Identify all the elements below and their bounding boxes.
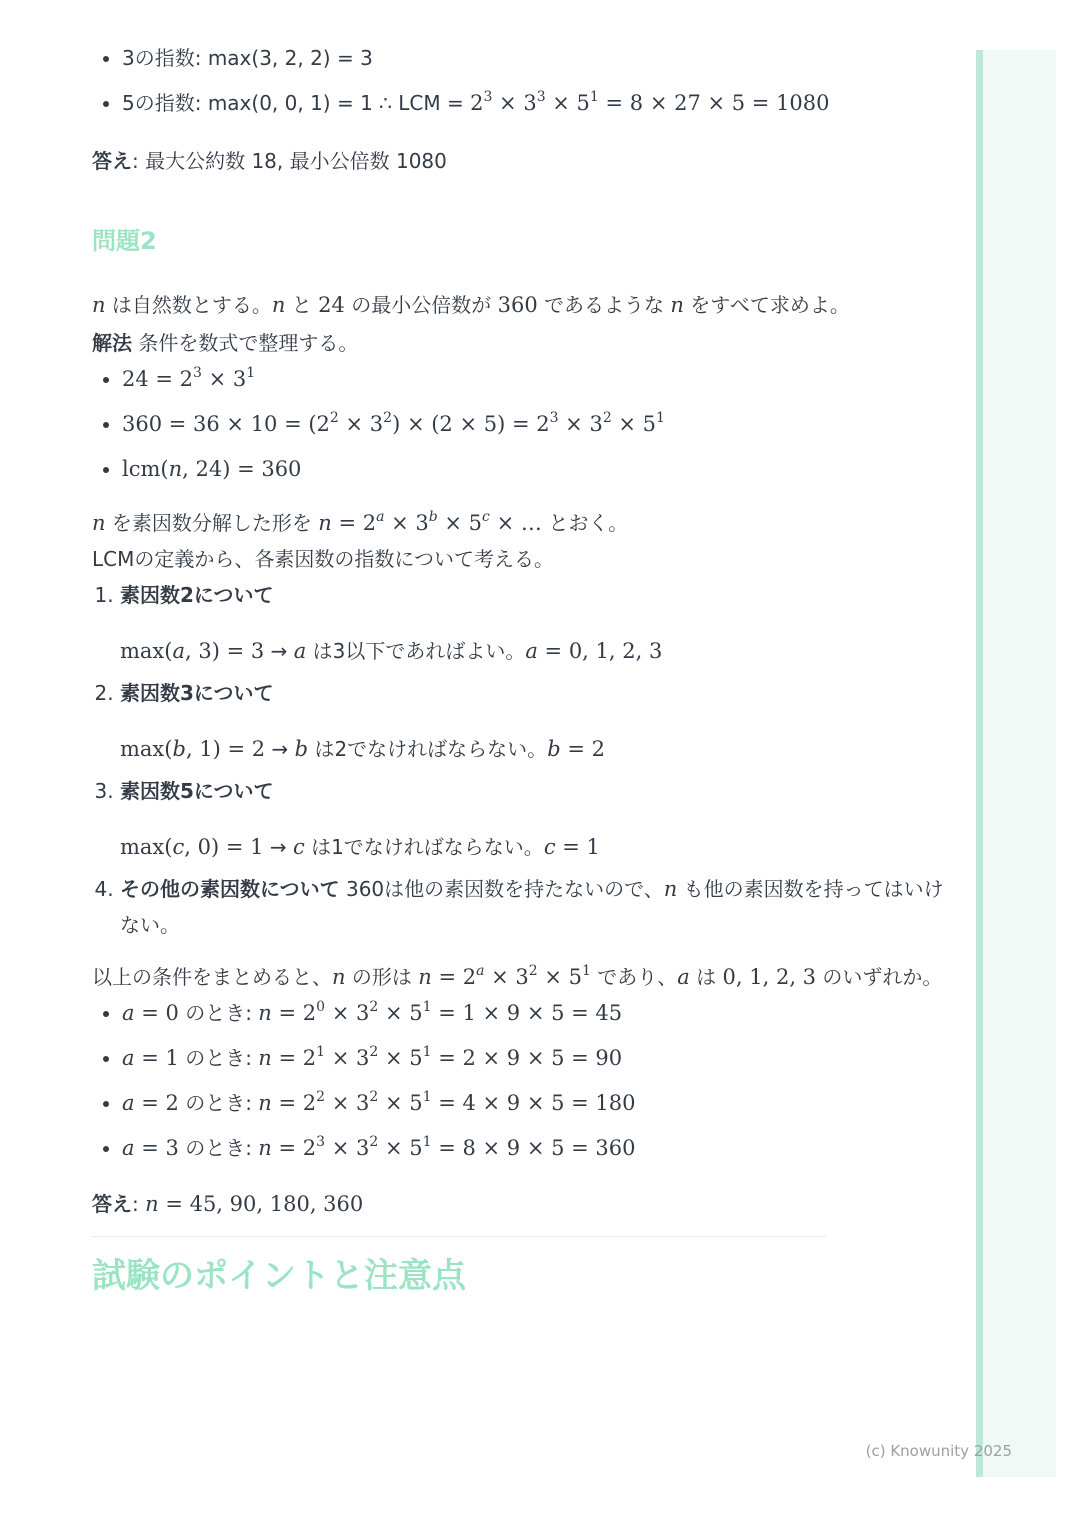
answer-line-problem1: 答え: 最大公約数 18, 最小公倍数 1080	[92, 149, 447, 173]
step-detail: max(c, 0) = 1 → c は1でなければならない。c = 1	[120, 835, 600, 859]
list-item: • $24 = 2^3 \times 3^1$	[122, 361, 952, 397]
list-item: • 3の指数: max(3, 2, 2) = 3	[122, 40, 952, 76]
content-column	[92, 0, 952, 1299]
section-divider	[92, 1236, 826, 1237]
footer-copyright: (c) Knowunity 2025	[865, 1442, 1012, 1460]
exam-points-heading: 試験のポイントと注意点	[92, 1256, 466, 1296]
step-title: 素因数5について	[120, 779, 274, 803]
given-facts-list	[92, 361, 952, 487]
list-item: • $360 = 36 \times 10 = (2^2 \times 3^2) \times (2 \times 5) = 2^3 \times 3^2 \times 5^1$	[122, 406, 952, 442]
step-item	[120, 577, 952, 669]
list-item: • a = 3 のとき: $n = 2^3 \times 3^2 \times 5^1 = 8 \times 9 \times 5 = 360$	[122, 1130, 952, 1166]
step-title: 素因数3について	[120, 681, 274, 705]
list-item: • a = 0 のとき: $n = 2^0 \times 3^2 \times 5^1 = 1 \times 9 \times 5 = 45$	[122, 995, 952, 1031]
lcm-exponent-list	[92, 40, 952, 121]
step-item	[120, 871, 952, 943]
right-accent-tint	[983, 50, 1056, 1477]
prime-steps-list	[92, 577, 952, 943]
case-list	[92, 995, 952, 1166]
step-detail: max(a, 3) = 3 → a は3以下であればよい。a = 0, 1, 2, 3	[120, 639, 663, 663]
problem-2-heading: 問題2	[92, 227, 157, 255]
step-detail: max(b, 1) = 2 → b は2でなければならない。b = 2	[120, 737, 605, 761]
solution-intro: 解法 条件を数式で整理する。	[92, 331, 359, 355]
list-item: • 5の指数: max(0, 0, 1) = 1 ∴ LCM = $2^3 \times 3^3 \times 5^1 = 8 \times 27 \times 5 = 1080$	[122, 85, 952, 121]
list-item: • a = 2 のとき: $n = 2^2 \times 3^2 \times 5^1 = 4 \times 9 \times 5 = 180$	[122, 1085, 952, 1121]
step-title: 素因数2について	[120, 583, 274, 607]
list-item: • a = 1 のとき: $n = 2^1 \times 3^2 \times 5^1 = 2 \times 9 \times 5 = 90$	[122, 1040, 952, 1076]
summary-paragraph: 以上の条件をまとめると、n の形は $n = 2^a \times 3^2 \times 5^1$ であり、a は 0, 1, 2, 3 のいずれか。	[92, 963, 943, 989]
list-item: • lcm(n, 24) = 360	[122, 451, 952, 487]
lcm-definition-paragraph: LCMの定義から、各素因数の指数について考える。	[92, 547, 554, 571]
right-accent-bar	[976, 50, 983, 1477]
problem-2-statement: n は自然数とする。n と 24 の最小公倍数が 360 であるような n をすべて求めよ。	[92, 293, 850, 317]
step-item	[120, 773, 952, 865]
answer-line-problem2: 答え: n = 45, 90, 180, 360	[92, 1192, 364, 1216]
step-inline: その他の素因数について 360は他の素因数を持たないので、n も他の素因数を持ってはいけない。	[120, 877, 944, 937]
step-item	[120, 675, 952, 767]
factorization-paragraph: n を素因数分解した形を $n = 2^a \times 3^b \times 5^c$ × … とおく。	[92, 509, 629, 535]
